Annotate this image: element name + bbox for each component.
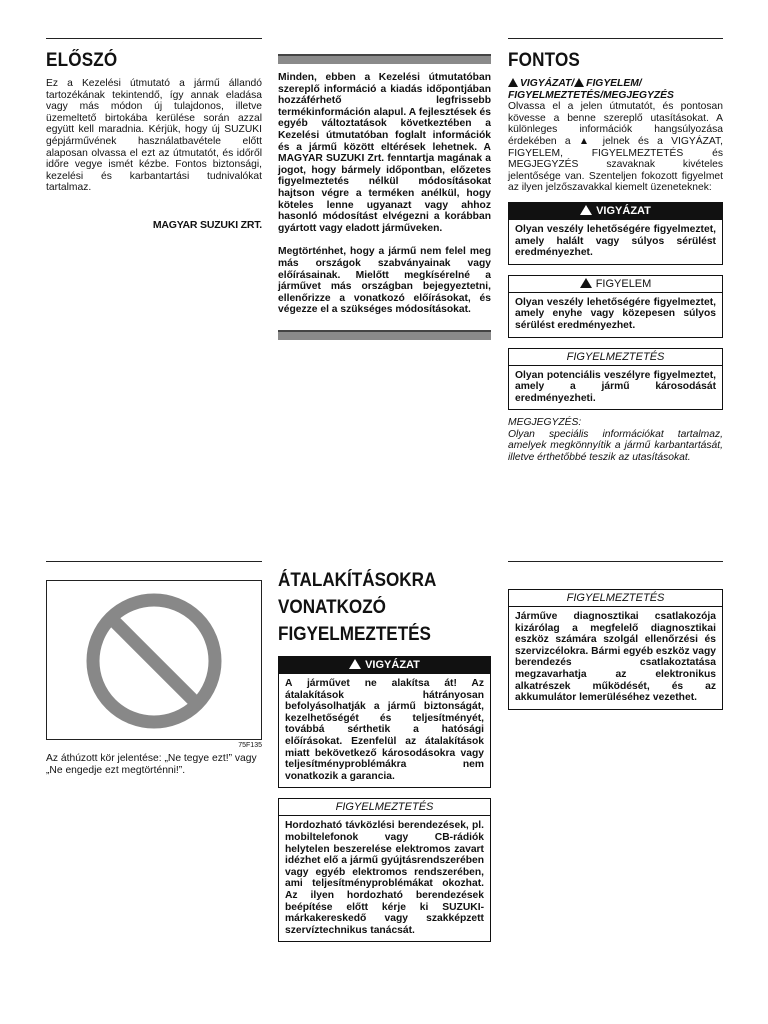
modifications-title-3: FIGYELMEZTETÉS <box>278 624 431 645</box>
diagnostic-notice-box <box>508 589 723 710</box>
figure-code: 75F135 <box>238 742 262 749</box>
modifications-warning-header <box>279 657 490 674</box>
foreword-section <box>46 50 262 232</box>
modifications-notice-header: FIGYELMEZTETÉS <box>279 799 490 816</box>
note-body: Olyan speciális információkat tartalmaz, amelyek megkönnyítik a jármű karbantartását, illetve érthetőbbé teszik az utasításokat. <box>508 428 723 464</box>
modifications-notice-body: Hordozható távközlési berendezések, pl. mobiltelefonok vagy CB-rádiók helytelen beszerelése elektromos zavart idézhet elő a jármű gyújtásrendszerében vagy egyéb elektromos rendszerében, ami teljesítményproblémákat okozhat. Az ilyen hordozható berendezések beépítése előtt kérje ki SUZUKI-márkakereskedő vagy szakképzett szervíztechnikus tanácsát. <box>285 820 484 936</box>
important-subtitle <box>508 78 723 101</box>
prohibition-sign-icon <box>47 581 261 739</box>
figure-caption: Az áthúzott kör jelentése: „Ne tegye ezt!” vagy „Ne engedje ezt megtörténni!”. <box>46 753 257 776</box>
notice-box-body: Olyan potenciális veszélyre figyelmeztet, amely a jármű károsodását eredményezheti. <box>515 369 716 404</box>
middle-para-2: Megtörténhet, hogy a jármű nem felel meg más országok szabványainak vagy előírásainak. Mielőtt megkísérelné a járművet más országban bejegyeztetni, ellenőrizze a vonatkozó előírásokat, és végezze el a szükséges módosításokat. <box>278 246 491 316</box>
diagnostic-notice-header: FIGYELMEZTETÉS <box>509 590 722 607</box>
warning-triangle-icon <box>580 205 592 215</box>
caution-box-body: Olyan veszély lehetőségére figyelmeztet, amely enyhe vagy közepesen súlyos sérülést eredményezhet. <box>515 296 716 331</box>
diagnostic-section <box>508 589 723 710</box>
subtitle-part-1: VIGYÁZAT/ <box>520 78 575 89</box>
subtitle-part-3: FIGYELMEZTETÉS/MEGJEGYZÉS <box>508 89 674 101</box>
notice-box-header: FIGYELMEZTETÉS <box>509 349 722 366</box>
warning-triangle-icon <box>349 659 361 669</box>
top-gray-bar <box>278 54 491 64</box>
caution-box-header <box>509 276 722 293</box>
note-heading: MEGJEGYZÉS: <box>508 417 582 429</box>
caution-label: FIGYELEM <box>595 277 652 290</box>
notice-box <box>508 348 723 411</box>
prohibition-figure-frame <box>46 580 262 740</box>
top-rule-left <box>46 38 262 39</box>
figure-section <box>46 580 262 776</box>
bottom-gray-bar <box>278 330 491 340</box>
modifications-title-1: ÁTALAKÍTÁSOKRA <box>278 570 437 591</box>
middle-para-1: Minden, ebben a Kezelési útmutatóban szereplő információ a kiadás időpontjában hozzáférhető legfrissebb termékinformáción alapul. A fejlesztések és egyéb változtatások következtében a Kezelési útmutatóban foglalt információk és a jármű között eltérések lehetnek. A MAGYAR SUZUKI Zrt. fenntartja magának a jogot, hogy bármely időpontban, előzetes figyelmeztetés nélkül módosításokat hajtson végre a terméken anélkül, hogy köteles lenne ugyanazt vagy ahhoz hasonló módosítást elvégezni a korábban gyártott vagy eladott járműveken. <box>278 72 491 234</box>
important-title: FONTOS <box>508 50 581 71</box>
modifications-warning-body: A járművet ne alakítsa át! Az átalakítások hátrányosan befolyásolhatják a jármű biztonságát, kezelhetőségét és teljesítményét, továbbá sérthetik a hatósági előírásokat. Ezenfelül az átalakítások miatt bekövetkező károsodásokra vagy teljesítményproblémákra nem vonatkozik a garancia. <box>285 678 484 782</box>
foreword-title: ELŐSZÓ <box>46 50 118 71</box>
foreword-signature: MAGYAR SUZUKI ZRT. <box>152 218 262 231</box>
modifications-warning-box <box>278 656 491 788</box>
mid-rule-left <box>46 561 262 562</box>
warning-box <box>508 202 723 265</box>
modifications-notice-box <box>278 798 491 942</box>
mid-rule-right <box>508 561 723 562</box>
top-rule-right <box>508 38 723 39</box>
warning-triangle-icon <box>580 278 592 288</box>
modifications-warning-label: VIGYÁZAT <box>365 659 420 671</box>
warning-label: VIGYÁZAT <box>596 204 651 217</box>
middle-section <box>278 54 491 340</box>
foreword-body: Ez a Kezelési útmutató a jármű állandó tartozékának tekintendő, így annak eladása vagy más módon új tulajdonos, illetve üzemeltető birtokába kerülése során azzal együtt kell maradnia. Kérjük, hogy új SUZUKI gépjárművének használatbavétele előtt alaposan olvassa el ezt az útmutatót, és időről időre vegye ismét kézbe. Fontos biztonsági, kezelési és karbantartási tudnivalókat tartalmaz. <box>46 78 262 194</box>
caution-box <box>508 275 723 338</box>
diagnostic-notice-body: Járműve diagnosztikai csatlakozója kizárólag a megfelelő diagnosztikai eszköz számára szolgál ellenőrzési és szervizcélokra. Bármi egyéb eszköz vagy berendezés csatlakoztatása megzavarhatja az elektronikus alkatrészek működését, és az akkumulátor lemerüléséhez vezethet. <box>515 611 716 704</box>
warning-box-header <box>509 203 722 220</box>
warning-triangle-icon <box>574 78 584 87</box>
modifications-section <box>278 567 491 942</box>
subtitle-part-2: FIGYELEM/ <box>586 78 642 89</box>
warning-box-body: Olyan veszély lehetőségére figyelmeztet, amely halált vagy súlyos sérülést eredményezhet. <box>515 223 716 259</box>
modifications-title-2: VONATKOZÓ <box>278 597 386 618</box>
important-section <box>508 50 723 464</box>
important-intro: Olvassa el a jelen útmutatót, és pontosan kövesse a benne szereplő utasításokat. A különleges információk hangsúlyozása érdekében a ▲ jelnek és a VIGYÁZAT, FIGYELEM, FIGYELMEZTETÉS és MEGJEGYZÉS szavaknak kivételes jelentősége van. Szenteljen fokozott figyelmet az ilyen jelzőszavakkal kiemelt üzeneteknek: <box>508 101 723 194</box>
warning-triangle-icon <box>508 78 518 87</box>
